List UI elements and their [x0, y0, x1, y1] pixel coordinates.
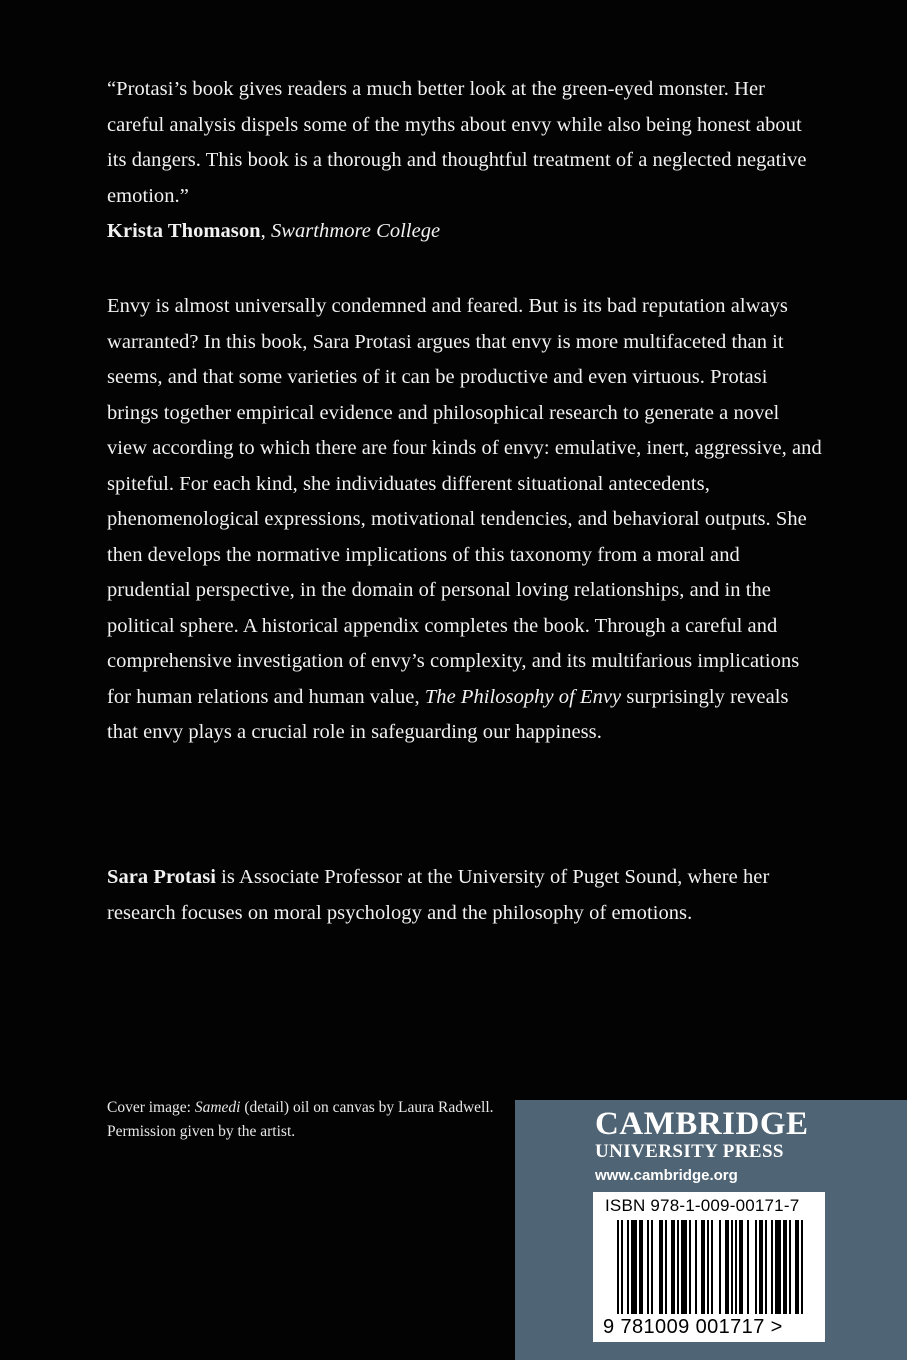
book-description-paragraph [107, 289, 822, 751]
reviewer-name: Krista Thomason [107, 220, 261, 242]
artwork-title: Samedi [194, 1099, 241, 1116]
barcode-bar [681, 1220, 687, 1314]
barcode-bar [775, 1220, 781, 1314]
barcode-bar [765, 1220, 767, 1314]
barcode-bar [647, 1220, 649, 1314]
barcode-bar [621, 1220, 623, 1314]
cover-image-credit [107, 1096, 497, 1144]
publisher-panel [515, 1100, 907, 1360]
publisher-url: www.cambridge.org [595, 1167, 738, 1184]
barcode-bar [789, 1220, 791, 1314]
publisher-subtitle: UNIVERSITY PRESS [595, 1141, 784, 1162]
author-name: Sara Protasi [107, 866, 216, 888]
barcode-bar [801, 1220, 803, 1314]
barcode-digits: 9 781009 001717 > [603, 1316, 783, 1338]
barcode-bar [735, 1220, 737, 1314]
barcode-bar [671, 1220, 675, 1314]
barcode-bar [659, 1220, 663, 1314]
barcode-bar [701, 1220, 705, 1314]
barcode-bar [739, 1220, 743, 1314]
barcode-bar [719, 1220, 721, 1314]
barcode-bar [747, 1220, 749, 1314]
isbn-label: ISBN 978-1-009-00171-7 [605, 1196, 800, 1215]
cover-credit-prefix: Cover image: [107, 1099, 195, 1116]
reviewer-separator: , [260, 220, 271, 242]
description-text-end: surprisingly reveals that envy plays a crucial role in safeguarding our happiness. [107, 685, 789, 743]
barcode-bar [759, 1220, 763, 1314]
barcode-bar [639, 1220, 643, 1314]
barcode-bar [627, 1220, 629, 1314]
barcode-bar [631, 1220, 637, 1314]
barcode-bar [651, 1220, 653, 1314]
author-bio-text: is Associate Professor at the University of Puget Sound, where her research focuses on moral psychology and the philosophy of emotions. [107, 866, 770, 924]
barcode-box [593, 1192, 825, 1342]
barcode-bar [731, 1220, 733, 1314]
description-text-start: Envy is almost universally condemned and feared. But is its bad reputation always warranted? In this book, Sara Protasi argues that envy is more multifaceted than it seems, and that some varieties of it can be productive and even virtuous. Protasi brings together empirical evidence and philosophical research to generate a novel view according to which there are four kinds of envy: emulative, inert, aggressive, and spiteful. For each kind, she individuates different situational antecedents, phenomenological expressions, motivational tendencies, and behavioral outputs. She then develops the normative implications of this taxonomy from a moral and prudential perspective, in the domain of personal loving relationships, and in the political sphere. A historical appendix completes the book. Through a careful and comprehensive investigation of envy’s complexity, and its multifarious implications for human relations and human value, [107, 295, 822, 708]
barcode-bar [795, 1220, 799, 1314]
barcode-bar [755, 1220, 757, 1314]
barcode-bar [725, 1220, 729, 1314]
publisher-name: CAMBRIDGE [595, 1106, 809, 1142]
barcode-bar [711, 1220, 713, 1314]
reviewer-affiliation: Swarthmore College [270, 220, 441, 242]
book-description [107, 289, 822, 751]
barcode-bar [617, 1220, 619, 1314]
author-bio-paragraph [107, 860, 822, 931]
review-section [107, 72, 822, 250]
review-quote: “Protasi’s book gives readers a much better look at the green-eyed monster. Her careful analysis dispels some of the myths about envy while also being honest about its dangers. This book is a thorough and thoughtful treatment of a neglected negative emotion.” [107, 78, 807, 207]
book-title: The Philosophy of Envy [424, 685, 622, 708]
barcode-bar [677, 1220, 679, 1314]
author-bio [107, 860, 822, 931]
barcode-bar [771, 1220, 773, 1314]
barcode-bar [707, 1220, 709, 1314]
barcode-bar [695, 1220, 697, 1314]
barcode-bar [783, 1220, 787, 1314]
barcode-bar [689, 1220, 691, 1314]
cover-credit-rest: (detail) oil on canvas by Laura Radwell. Permission given by the artist. [107, 1099, 494, 1140]
barcode-bar [665, 1220, 667, 1314]
review-attribution [107, 214, 822, 250]
